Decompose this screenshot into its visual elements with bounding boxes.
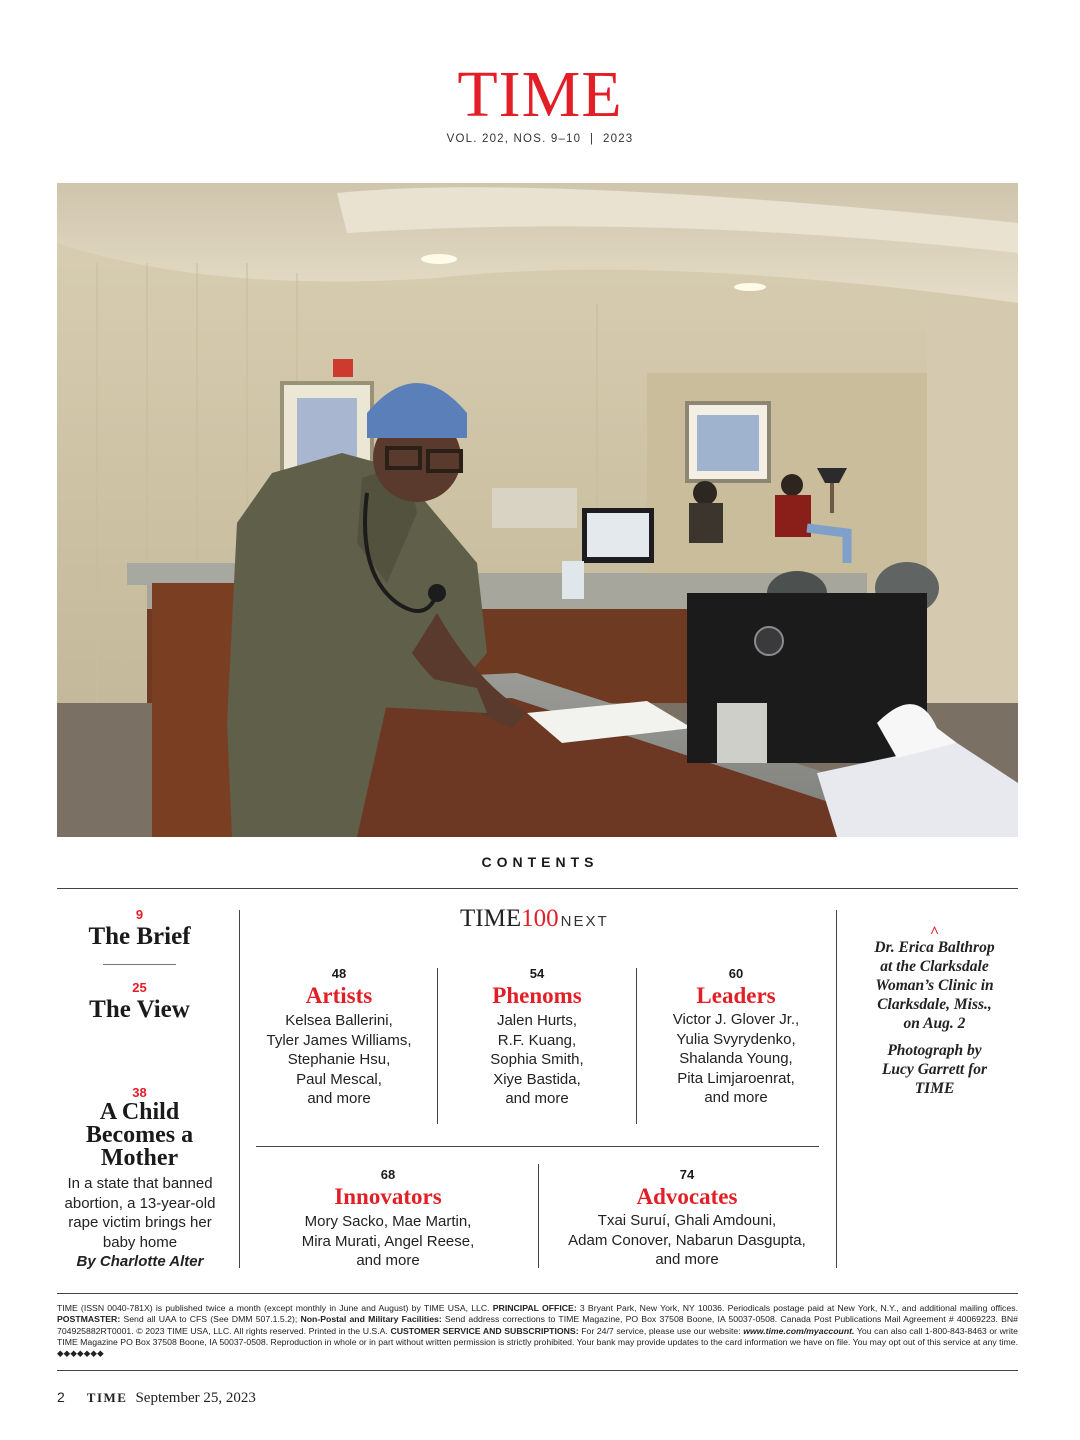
category-artists[interactable] <box>249 966 429 1109</box>
logo-100: 100 <box>521 905 559 932</box>
category-page-number: 48 <box>331 966 347 981</box>
page-footer <box>57 1389 256 1407</box>
view-page-number: 25 <box>132 980 147 995</box>
left-divider <box>103 964 176 965</box>
fineprint-text: You can also call 1-800-843-8463 or write TIME Magazine PO Box 37508 Boone, IA 50037-0508. Reproduction in whole or in part without written permission is strictly prohibited. Your bank may provide updates to the card information we have on file. You may opt out of this service at any time. <box>57 1325 1019 1347</box>
name-line: Mira Murati, Angel Reese, <box>301 1232 475 1250</box>
fineprint-text: TIME (ISSN 0040-781X) is published twice a month (except monthly in June and August) by TIME USA, LLC. <box>57 1303 493 1313</box>
category-names <box>547 1211 827 1270</box>
credit-line: TIME <box>914 1080 955 1097</box>
cover-photo <box>57 183 1018 837</box>
time100-next-logo <box>460 905 609 933</box>
brief-page-number: 9 <box>135 907 144 922</box>
name-line: and more <box>356 1252 420 1269</box>
contents-divider <box>57 888 1018 889</box>
category-innovators[interactable] <box>258 1167 518 1271</box>
caption-line: Dr. Erica Balthrop <box>874 939 995 956</box>
category-page-number: 54 <box>529 966 545 981</box>
fineprint-text: 3 Bryant Park, New York, NY 10036. Periodicals postage paid at New York, N.Y., and additional mailing offices. <box>576 1303 1018 1313</box>
caption-line: Woman’s Clinic in <box>875 977 994 994</box>
name-line: R.F. Kuang, <box>497 1031 577 1049</box>
category-title: Innovators <box>334 1184 442 1209</box>
feature-title-line: A Child <box>99 1099 180 1125</box>
credit-line: Photograph by <box>887 1042 982 1059</box>
feature-byline: By Charlotte Alter <box>76 1253 204 1270</box>
issue-line: VOL. 202, NOS. 9–10 | 2023 <box>446 133 634 145</box>
category-advocates[interactable] <box>547 1167 827 1270</box>
feature-page-number: 38 <box>132 1085 147 1100</box>
fineprint-bold: PRINCIPAL OFFICE: <box>492 1303 577 1313</box>
caption-line: on Aug. 2 <box>903 1015 966 1032</box>
footer-date: September 25, 2023 <box>135 1390 256 1406</box>
fineprint-bold: CUSTOMER SERVICE AND SUBSCRIPTIONS: <box>390 1325 579 1336</box>
fineprint-top-rule <box>57 1293 1018 1294</box>
category-names <box>258 1212 518 1271</box>
brief-title[interactable]: The Brief <box>88 923 191 950</box>
publication-fineprint <box>57 1303 1018 1359</box>
category-divider <box>636 968 637 1124</box>
page-number: 2 <box>57 1389 65 1405</box>
fineprint-text: Send all UAA to CFS (See DMM 507.1.5.2); <box>120 1314 301 1325</box>
fineprint-text: Send address corrections to TIME Magazine, PO Box 37508 Boone, IA 50037-0508. Canada Post Publications Mail Agreement # 40069223. BN# 704925882RT0001. © 2023 TIME USA, LLC. All rights reserved. Printed in the U.S.A. <box>57 1314 1018 1336</box>
name-line: Paul Mescal, <box>296 1070 382 1088</box>
fineprint-bottom-rule <box>57 1370 1018 1371</box>
category-divider <box>538 1164 539 1268</box>
fineprint-text: For 24/7 service, please use our website: <box>578 1325 744 1336</box>
feature-dek-line: baby home <box>102 1233 178 1251</box>
category-names <box>249 1011 429 1109</box>
name-line: Kelsea Ballerini, <box>285 1012 393 1029</box>
caret-up-icon: ^ <box>929 924 940 941</box>
name-line: Stephanie Hsu, <box>287 1051 391 1068</box>
name-line: Txai Suruí, Ghali Amdouni, <box>597 1212 777 1229</box>
name-line: Shalanda Young, <box>679 1050 793 1067</box>
category-row-divider <box>256 1146 819 1147</box>
name-line: Jalen Hurts, <box>496 1012 578 1029</box>
category-page-number: 60 <box>728 966 744 981</box>
name-line: and more <box>307 1090 371 1107</box>
category-divider <box>437 968 438 1124</box>
view-title[interactable]: The View <box>89 996 190 1023</box>
footer-brand: TIME <box>86 1390 128 1405</box>
feature-title[interactable] <box>57 1101 222 1170</box>
category-names <box>447 1011 627 1109</box>
feature-title-line: Mother <box>100 1145 179 1171</box>
contents-heading: CONTENTS <box>481 854 599 870</box>
category-title: Phenoms <box>492 983 582 1008</box>
caption-line: at the Clarksdale <box>880 958 989 975</box>
name-line: Yulia Svyrydenko, <box>676 1030 796 1048</box>
feature-title-line: Becomes a <box>85 1122 194 1148</box>
diamond-ornament-icon: ◆◆◆◆◆◆◆ <box>57 1348 104 1359</box>
fineprint-bold: Non-Postal and Military Facilities: <box>300 1314 442 1325</box>
name-line: Sophia Smith, <box>490 1051 584 1068</box>
name-line: and more <box>704 1089 768 1106</box>
logo-time: TIME <box>460 905 522 932</box>
name-line: Tyler James Williams, <box>266 1031 412 1049</box>
column-divider-left <box>239 910 240 1268</box>
logo-next: NEXT <box>560 913 609 930</box>
category-leaders[interactable] <box>646 966 826 1108</box>
name-line: Victor J. Glover Jr., <box>672 1011 800 1028</box>
caption-line: Clarksdale, Miss., <box>877 996 992 1013</box>
feature-dek-line: abortion, a 13-year-old <box>64 1194 216 1212</box>
name-line: Mory Sacko, Mae Martin, <box>304 1213 472 1230</box>
name-line: Xiye Bastida, <box>493 1070 581 1088</box>
credit-line: Lucy Garrett for <box>881 1061 988 1078</box>
name-line: and more <box>505 1090 569 1107</box>
category-phenoms[interactable] <box>447 966 627 1109</box>
photo-caption <box>857 924 1012 1098</box>
category-title: Leaders <box>696 983 776 1008</box>
photo-credit <box>857 1041 1012 1098</box>
feature-dek-line: rape victim brings her <box>68 1214 212 1231</box>
feature-dek <box>52 1174 228 1272</box>
feature-dek-line: In a state that banned <box>67 1175 213 1192</box>
category-title: Advocates <box>636 1184 738 1209</box>
fineprint-link[interactable]: www.time.com/myaccount. <box>743 1325 855 1336</box>
category-names <box>646 1010 826 1108</box>
category-title: Artists <box>305 983 373 1008</box>
masthead-logo: TIME <box>457 58 623 131</box>
name-line: Adam Conover, Nabarun Dasgupta, <box>568 1231 806 1249</box>
name-line: and more <box>655 1251 719 1268</box>
column-divider-right <box>836 910 837 1268</box>
fineprint-bold: POSTMASTER: <box>57 1314 121 1325</box>
name-line: Pita Limjaroenrat, <box>677 1069 795 1087</box>
category-page-number: 74 <box>679 1167 695 1182</box>
category-page-number: 68 <box>380 1167 396 1182</box>
